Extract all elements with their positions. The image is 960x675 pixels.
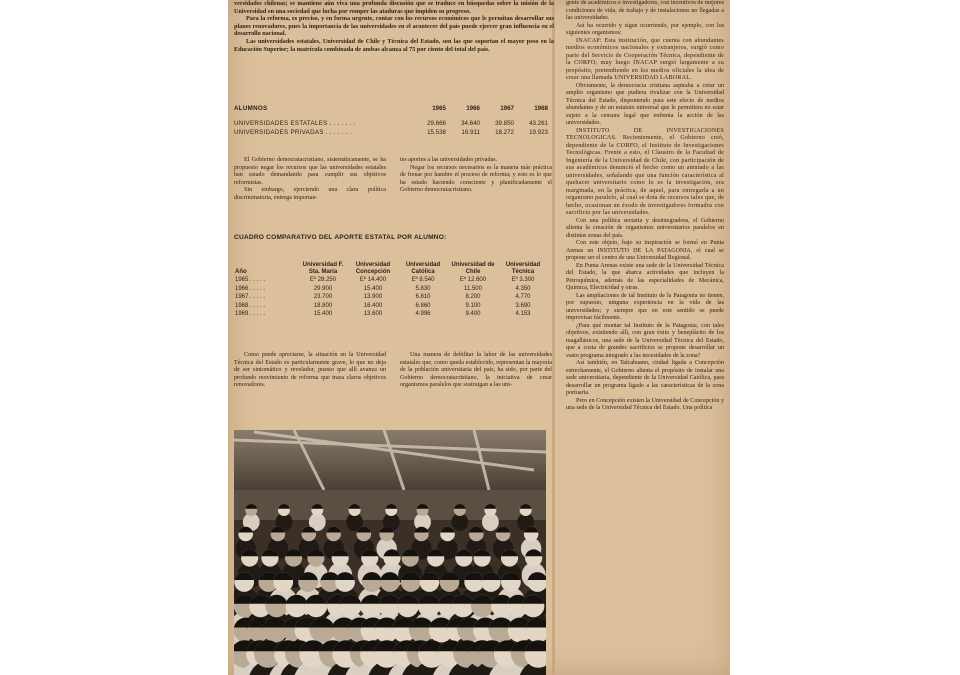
- value-cell: 5.830: [415, 285, 431, 292]
- paragraph: Negar los recursos necesarios es la manera más práctica de frenar por hambre el proceso de reforma; y esto es lo que ha estado haciendo consciente y planificadamente el Gobierno democratacristiano.: [400, 164, 552, 194]
- cell: 39.850: [495, 120, 514, 127]
- value-cell: 13.600: [363, 311, 383, 318]
- mid-left-column: [234, 157, 386, 203]
- paragraph: Pero en Concepción existen la Universidad de Concepción y una sede de la Universidad Técnica del Estado. Una política: [566, 397, 724, 411]
- year-cell: 1966 . . . . .: [235, 285, 266, 292]
- cuadro-header-row: [232, 258, 548, 276]
- paragraph: Una manera de debilitar la labor de las universidades estatales que, como queda establecido, representan la mayoría de la población universitaria del país, ha sido, por parte del Gobierno democratacristiano, la iniciativa de crear organismos paralelos que sustraigan a las uni-: [400, 352, 552, 389]
- lead-paragraph: Para la reforma, es preciso, y en forma urgente, contar con los recursos económicos que le permitan desarrollar sus planes renovadores, pues la importancia de las universidades en el acontecer del país puede ejercer gran influencia en el desarrollo nacional.: [234, 15, 554, 38]
- value-cell: 4.350: [515, 285, 531, 292]
- table-row: [234, 128, 554, 137]
- value-cell: Eº 3.300: [511, 277, 535, 283]
- value-cell: 6.860: [415, 302, 431, 309]
- paragraph: Con una política sectaria y desintegradora, el Gobierno alienta la creación de organismos universitarios paralelos en distintas zonas del país.: [566, 217, 724, 239]
- paragraph: Sin embargo, ejerciendo una clara política discriminatoria, entrega importan-: [234, 187, 386, 201]
- lower-left-column: [234, 352, 386, 390]
- alumnos-header: ALUMNOS: [234, 105, 268, 112]
- year-cell: 1965 . . . . .: [235, 277, 266, 283]
- alumnos-header-row: [234, 104, 554, 113]
- table-row: [232, 276, 548, 285]
- year-header: 1966: [466, 105, 480, 112]
- row-label: UNIVERSIDADES PRIVADAS . . . . . . .: [234, 129, 352, 136]
- paragraph: Con este objeto, bajo su inspiración se formó en Punta Arenas un INSTITUTO DE LA PATAGONIA, el cual se propone ser el centro de una Universidad Regional.: [566, 240, 724, 261]
- table-row: [232, 302, 548, 311]
- paragraph: INACAP: Esta institución, que cuenta con abundantes medios económicos nacionales y extranjeros, surgió como parte del Servicio de Cooperación Técnica, dependiente de la CORFO; muy luego INACAP surgió largamente a su propósito, pretendiendo en los medios oficiales la idea de crear una llamada UNIVERSIDAD LABORAL.: [566, 37, 724, 81]
- value-cell: 6.810: [415, 294, 431, 301]
- lower-right-column: [400, 352, 552, 390]
- paragraph: Así también, en Talcahuano, ciudad ligada a Concepción estrechamente, el Gobierno alienta el propósito de instalar una sede universitaria, dependiente de la Universidad Católica, para desarrollar un programa ligado a las características de la zona portuaria.: [566, 360, 724, 396]
- value-cell: 9.400: [465, 311, 481, 318]
- column-header: Universidad Técnica: [505, 262, 541, 275]
- paragraph: INSTITUTO DE INVESTIGACIONES TECNOLOGICAS. Recientemente, el Gobierno creó, dependiente de la CORFO, el Instituto de Investigaciones Tecnológicas. Frente a esto, el Claustro de la Facultad de Ingeniería de la Universidad de Chile, con participación de sus académicos denunció el hecho como un atentado a las universidades, señalando que una función característica al quehacer universitario como lo es la investigación, era marginada, en la práctica, de aquel, para entregarla a un organismo paralelo, al cual se dota de recursos tales que, de hecho, ocasionan un éxodo de investigadores formados con sacrificio por las universidades.: [566, 127, 724, 216]
- table-row: [232, 293, 548, 302]
- value-cell: 29.900: [313, 285, 333, 292]
- cell: 29.666: [427, 120, 446, 127]
- value-cell: 23.700: [313, 294, 333, 301]
- value-cell: Eº 28.250: [309, 277, 337, 283]
- right-column: [566, 0, 724, 413]
- value-cell: Eº 14.400: [359, 277, 387, 283]
- column-header: Universidad de Chile: [451, 262, 495, 275]
- photo-image: [234, 430, 546, 675]
- mid-right-column: [400, 157, 552, 195]
- lead-paragraph: versidades chilenas; se mantiene aún viva una profunda discusión que se traduce en búsquedas sobre la misión de la Universidad en una sociedad que lucha por romper las ataduras que impiden su progreso.: [234, 0, 554, 15]
- table-row: [232, 285, 548, 294]
- cell: 43.261: [529, 120, 548, 127]
- value-cell: Eº 12.600: [459, 277, 487, 283]
- value-cell: Eº 8.540: [411, 277, 435, 283]
- alumnos-table: [234, 104, 554, 137]
- lead-paragraphs: [234, 0, 554, 53]
- column-header: Universidad Católica: [405, 262, 441, 275]
- students-crowd-photo: [234, 430, 546, 675]
- paragraph: gente de académicos e investigadores, con incentivos de mejores condiciones de vida, de trabajo y de instalaciones no llegadas a las universidades.: [566, 0, 724, 21]
- column-header: Universidad Concepción: [355, 262, 391, 275]
- value-cell: 4.996: [415, 311, 431, 318]
- column-header: Universidad F. Sta. María: [302, 262, 344, 275]
- value-cell: 18.800: [313, 302, 333, 309]
- cell: 18.272: [495, 129, 514, 136]
- year-cell: 1969 . . . . .: [235, 311, 266, 318]
- cuadro-title: CUADRO COMPARATIVO DEL APORTE ESTATAL POR ALUMNO:: [234, 234, 447, 241]
- year-header: 1968: [534, 105, 548, 112]
- value-cell: 3.690: [515, 302, 531, 309]
- cell: 19.923: [529, 129, 548, 136]
- value-cell: 16.400: [363, 302, 383, 309]
- row-label: UNIVERSIDADES ESTATALES . . . . . . .: [234, 120, 356, 127]
- paragraph: Como puede apreciarse, la situación en la Universidad Técnica del Estado es particularmente grave, lo que no deja de ser sintomático y revelador, puesto que allí avanza un profundo movimiento de reforma que traza claros objetivos renovadores.: [234, 352, 386, 389]
- value-cell: 9.100: [465, 302, 481, 309]
- table-row: [234, 119, 554, 128]
- column-divider: [552, 0, 555, 675]
- value-cell: 15.400: [313, 311, 333, 318]
- year-cell: 1967 . . . . .: [235, 294, 266, 301]
- value-cell: 4.770: [515, 294, 531, 301]
- value-cell: 8.200: [465, 294, 481, 301]
- value-cell: 4.153: [515, 311, 531, 318]
- paragraph: Las ampliaciones de tal Instituto de la Patagonia no tienen, por supuesto, ninguna experiencia en la vida de las universidades; y siempre que en este sentido se puede improvisar fácilmente.: [566, 292, 724, 321]
- paragraph: El Gobierno democratacristiano, sistemáticamente, se ha propuesto negar los recursos que las universidades estatales han estado demandando para cumplir sus objetivos reformistas.: [234, 157, 386, 186]
- lead-paragraph: Las universidades estatales, Universidad de Chile y Técnica del Estado, son las que soportan el mayor peso en la Educación Superior; la matrícula combinada de ambas alcanza al 75 por ciento del total del país.: [234, 37, 554, 53]
- value-cell: 11.500: [464, 285, 482, 292]
- value-cell: 15.400: [363, 285, 383, 292]
- paragraph: Así ha ocurrido y sigue ocurriendo, por ejemplo, con los siguientes organismos:: [566, 22, 724, 36]
- year-header: 1967: [500, 105, 514, 112]
- paragraph: ¿Para qué montar tal Instituto de la Patagonia, con tales objetivos, existiendo allí, con gran éxito y beneplácito de los magallánicos, una sede de la Universidad Técnica del Estado, que a costa de grandes sacrificios se propone desarrollar un vasto programa integrado a las necesidades de la zona?: [566, 322, 724, 359]
- cell: 34.640: [461, 120, 480, 127]
- paragraph: Obviamente, la democracia cristiana aspiraba a crear un amplio organismo que pudiera rivalizar con la Universidad Técnica del Estado, disponiendo para este efecto de medios abundantes y de un estatuto universal que le permitiera no estar sujeto a la censura legal que enfrenta la acción de las universidades.: [566, 82, 724, 126]
- cuadro-table: [232, 258, 548, 319]
- cell: 16.911: [461, 129, 480, 136]
- column-header: Año: [235, 269, 247, 275]
- year-cell: 1968 . . . . .: [235, 302, 266, 309]
- paragraph: En Punta Arenas existe una sede de la Universidad Técnica del Estado, la que abarca actividades que incluyen la Petroquímica, además de las especialidades de Mecánica, Química, Electricidad y otras.: [566, 262, 724, 291]
- newspaper-clipping: [228, 0, 730, 675]
- paragraph: tes aportes a las universidades privadas.: [400, 157, 498, 163]
- table-row: [232, 310, 548, 319]
- year-header: 1965: [432, 105, 446, 112]
- value-cell: 13.900: [363, 294, 383, 301]
- cell: 15.538: [427, 129, 446, 136]
